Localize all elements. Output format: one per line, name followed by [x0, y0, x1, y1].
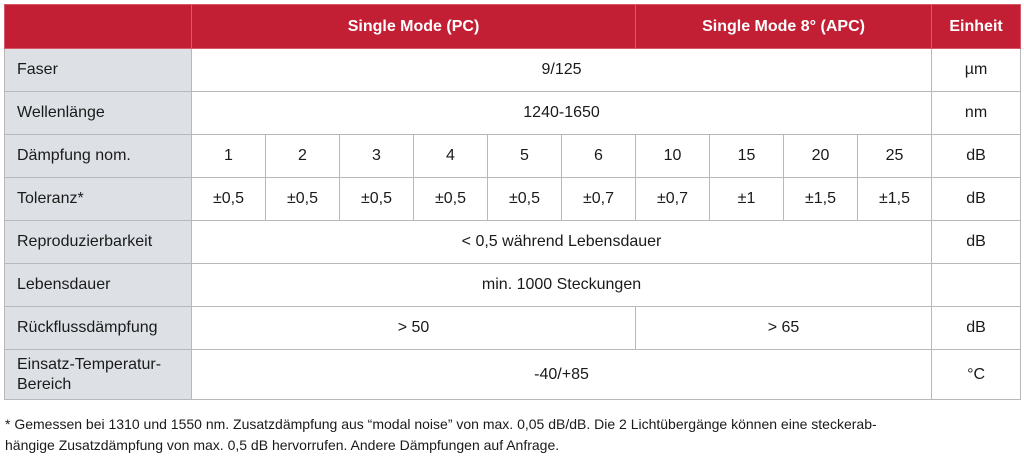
row-value: 9/125 [192, 49, 932, 92]
row-toleranz [5, 178, 1021, 221]
toleranz-cell: ±1 [710, 178, 784, 221]
daempfung-cell: 20 [784, 135, 858, 178]
row-label: Rückflussdämpfung [5, 307, 192, 350]
row-unit: dB [932, 178, 1021, 221]
toleranz-cell: ±1,5 [858, 178, 932, 221]
row-unit: °C [932, 350, 1021, 400]
row-unit: dB [932, 135, 1021, 178]
row-label [5, 350, 192, 400]
toleranz-cell: ±0,7 [562, 178, 636, 221]
footnote [5, 414, 1019, 456]
temperatur-label-line1: Einsatz-Temperatur- [17, 355, 162, 373]
header-single-mode-apc: Single Mode 8° (APC) [636, 5, 932, 49]
toleranz-cell: ±0,7 [636, 178, 710, 221]
spec-table [4, 4, 1021, 400]
header-single-mode-pc: Single Mode (PC) [192, 5, 636, 49]
rueckfluss-apc-value: > 65 [636, 307, 932, 350]
row-value: min. 1000 Steckungen [192, 264, 932, 307]
toleranz-cell: ±0,5 [192, 178, 266, 221]
daempfung-cell: 15 [710, 135, 784, 178]
row-label: Reproduzierbarkeit [5, 221, 192, 264]
daempfung-cell: 6 [562, 135, 636, 178]
row-unit: dB [932, 307, 1021, 350]
footnote-line1: * Gemessen bei 1310 und 1550 nm. Zusatzdämpfung aus “modal noise” von max. 0,05 dB/dB. Die 2 Lichtübergänge können eine steckerab- [5, 416, 877, 432]
row-unit [932, 264, 1021, 307]
row-label: Faser [5, 49, 192, 92]
row-value: -40/+85 [192, 350, 932, 400]
row-reproduzierbarkeit [5, 221, 1021, 264]
header-row [5, 5, 1021, 49]
row-temperatur [5, 350, 1021, 400]
daempfung-cell: 4 [414, 135, 488, 178]
row-wellenlaenge [5, 92, 1021, 135]
row-label: Dämpfung nom. [5, 135, 192, 178]
header-corner [5, 5, 192, 49]
footnote-line2: hängige Zusatzdämpfung von max. 0,5 dB hervorrufen. Andere Dämpfungen auf Anfrage. [5, 437, 560, 453]
daempfung-cell: 25 [858, 135, 932, 178]
row-unit: µm [932, 49, 1021, 92]
rueckfluss-pc-value: > 50 [192, 307, 636, 350]
toleranz-cell: ±1,5 [784, 178, 858, 221]
daempfung-cell: 3 [340, 135, 414, 178]
row-label: Toleranz* [5, 178, 192, 221]
daempfung-cell: 5 [488, 135, 562, 178]
row-rueckflussdaempfung [5, 307, 1021, 350]
row-value: 1240-1650 [192, 92, 932, 135]
row-lebensdauer [5, 264, 1021, 307]
toleranz-cell: ±0,5 [340, 178, 414, 221]
daempfung-cell: 2 [266, 135, 340, 178]
daempfung-cell: 1 [192, 135, 266, 178]
header-unit: Einheit [932, 5, 1021, 49]
toleranz-cell: ±0,5 [488, 178, 562, 221]
temperatur-label-line2: Bereich [17, 375, 72, 393]
row-unit: dB [932, 221, 1021, 264]
toleranz-cell: ±0,5 [266, 178, 340, 221]
row-faser [5, 49, 1021, 92]
toleranz-cell: ±0,5 [414, 178, 488, 221]
row-unit: nm [932, 92, 1021, 135]
row-label: Wellenlänge [5, 92, 192, 135]
row-label: Lebensdauer [5, 264, 192, 307]
row-daempfung [5, 135, 1021, 178]
daempfung-cell: 10 [636, 135, 710, 178]
row-value: < 0,5 während Lebensdauer [192, 221, 932, 264]
